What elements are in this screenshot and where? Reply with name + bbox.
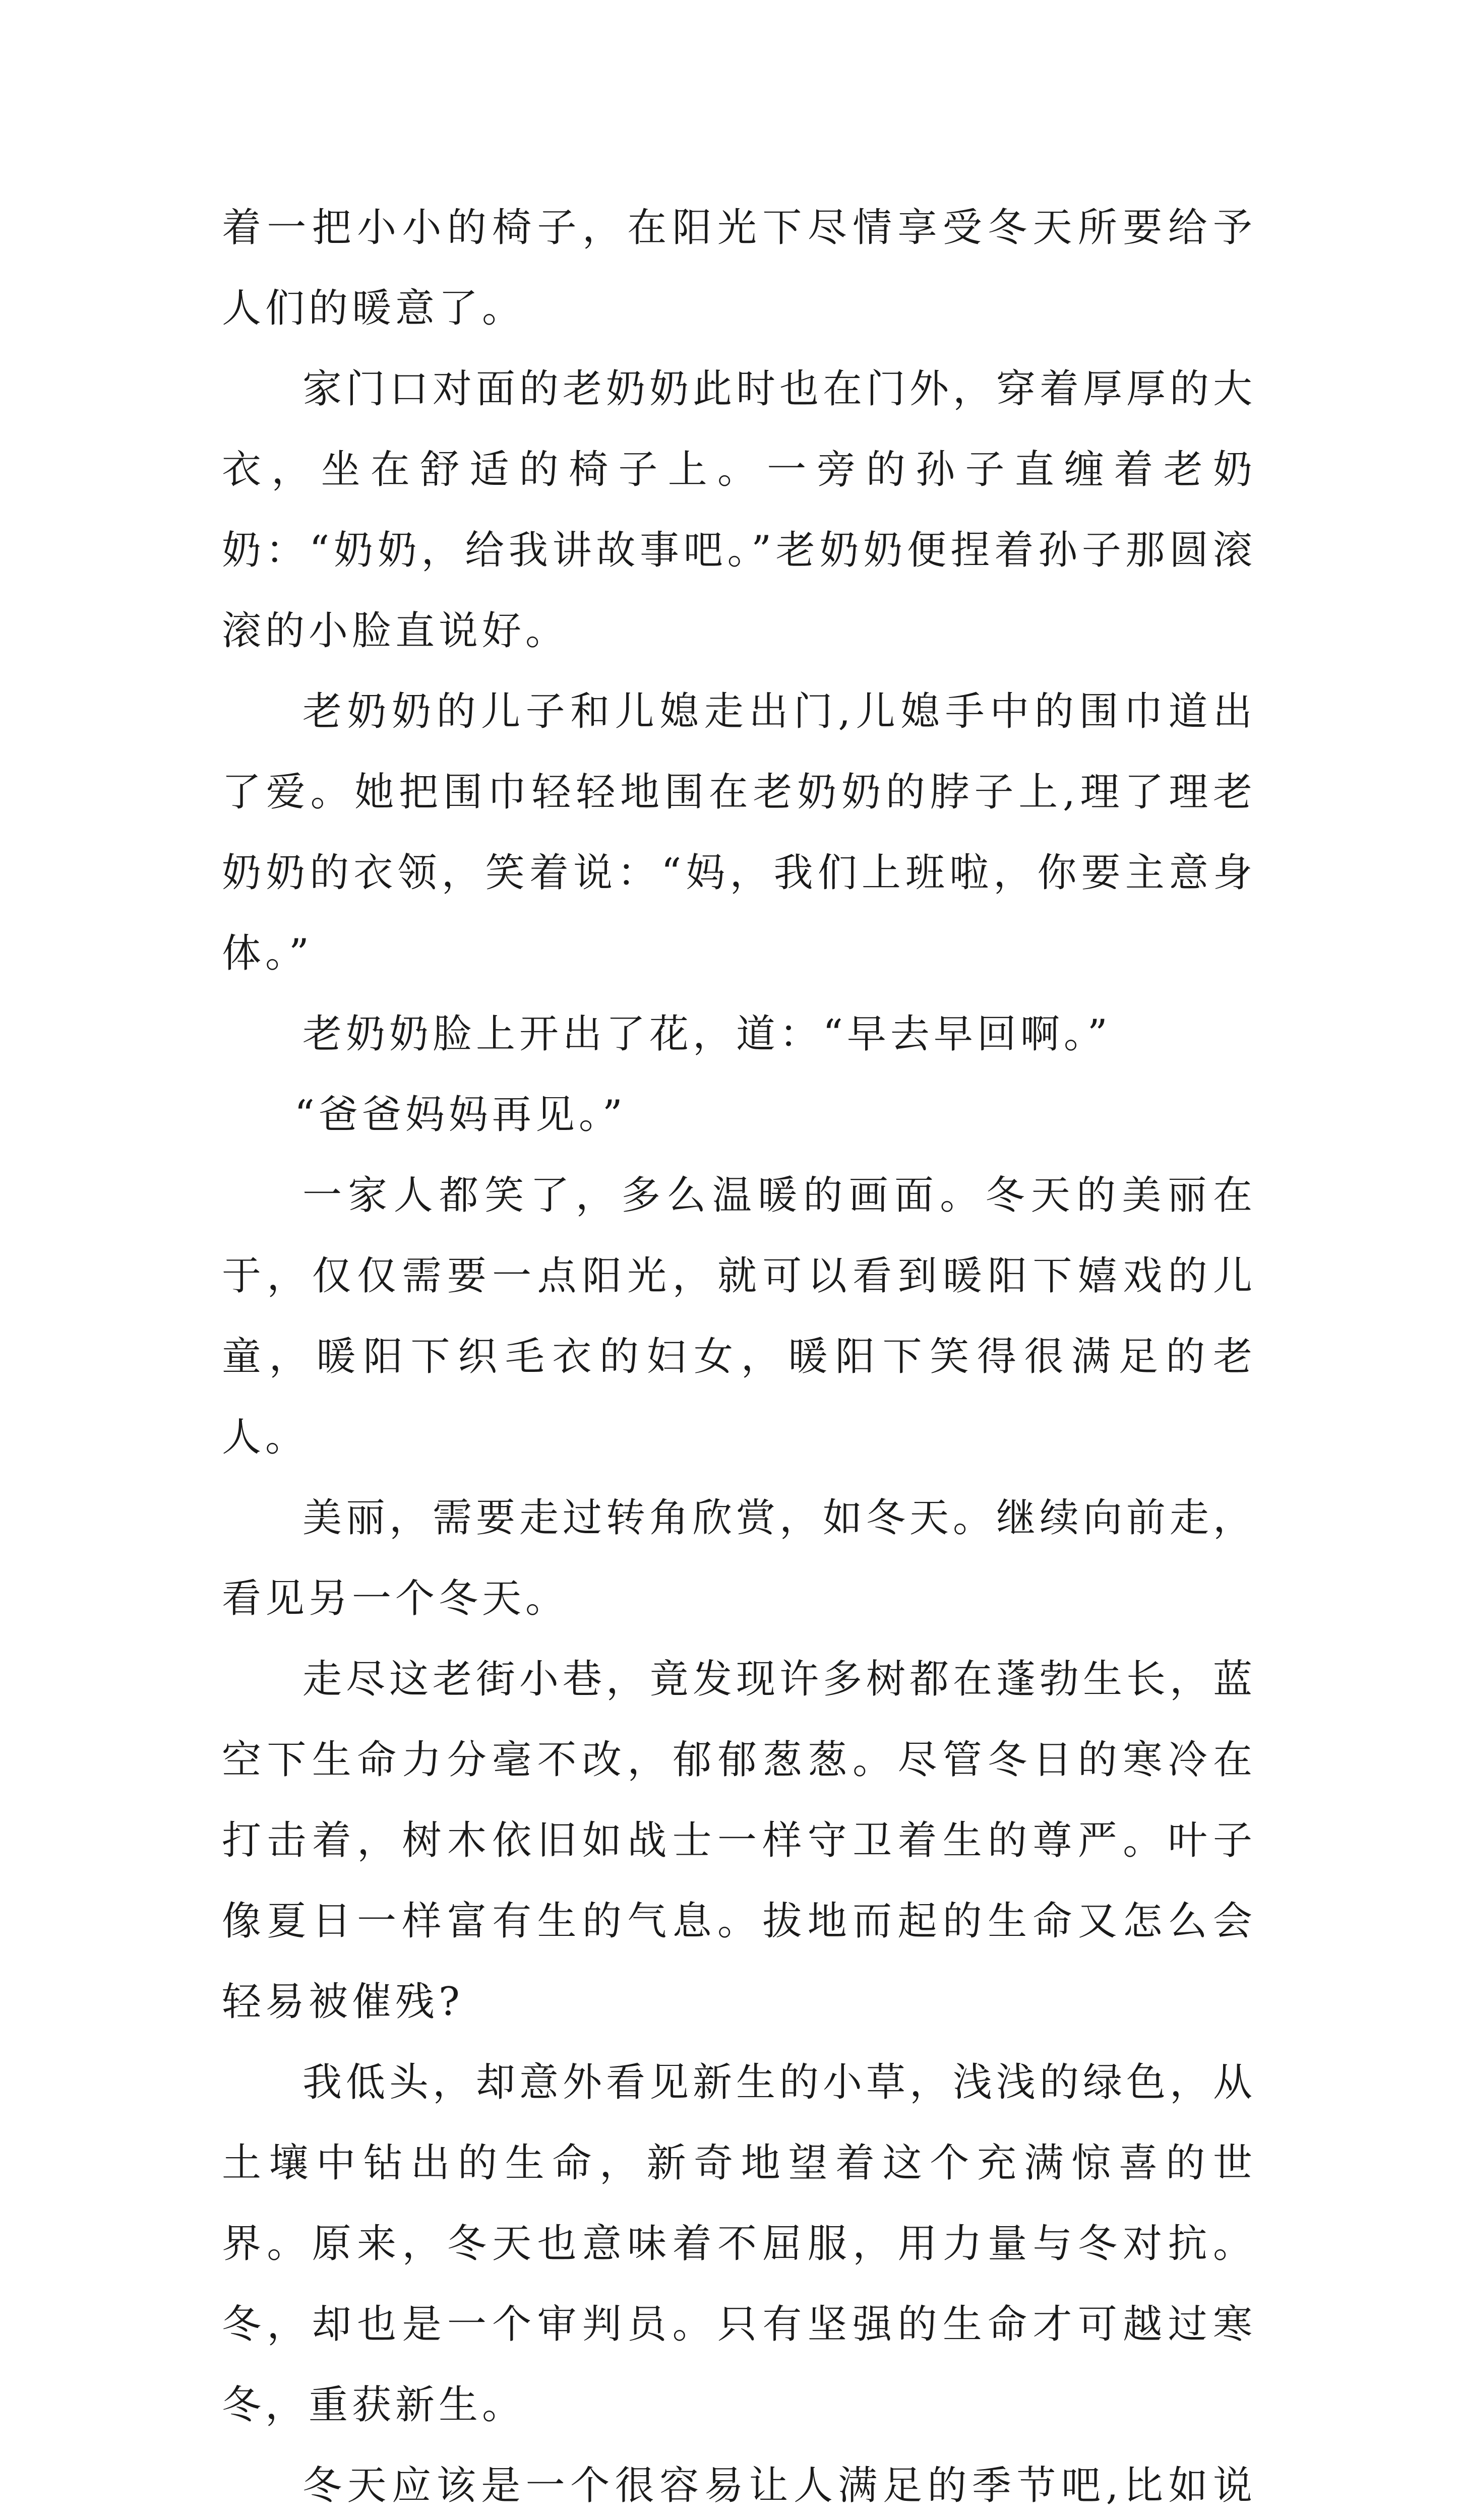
paragraph-5: “爸爸妈妈再见。”: [294, 1092, 627, 1138]
paragraph-7: 美丽，需要走过转角欣赏，如冬天。继续向前走，看见另一个冬天。: [222, 1495, 1257, 1621]
paragraph-9: 我低头，却意外看见新生的小草，浅浅的绿色，从土壤中钻出的生命，新奇地望着这个充满惊喜的世界。原来，冬天也意味着不屈服，用力量与冬对抗。冬，却也是一个审判员。只有坚强的生命才可越过寒冬，重获新生。: [222, 2060, 1257, 2428]
paragraph-4: 老奶奶脸上开出了花，道：“早去早回啊。”: [302, 1012, 1112, 1057]
paragraph-8: 走尽这老街小巷，竟发现许多树都在蓬勃生长，蓝空下生命力分毫不改，郁郁葱葱。尽管冬日的寒冷在打击着，树木依旧如战士一样守卫着生的尊严。叶子像夏日一样富有生的气息。拔地而起的生命又怎么会轻易被催残?: [222, 1657, 1257, 2025]
document-body: [222, 187, 1256, 2520]
paragraph-3: 老奶奶的儿子和儿媳走出门,儿媳手中的围巾道出了爱。她把围巾轻轻地围在老奶奶的脖子上,理了理老奶奶的衣领，笑着说：“妈，我们上班啦，你要主意身体。”: [222, 689, 1256, 976]
paragraph-2: 家门口对面的老奶奶此时也在门外，穿着厚厚的大衣，坐在舒适的椅子上。一旁的孙子直缠着老奶奶：“奶奶，给我讲故事吧。”老奶奶便捏着孙子那圆滚滚的小脸直说好。: [222, 366, 1257, 654]
paragraph-1: 着一把小小的椅子，在阳光下尽情享受冬天所要给予人们的暖意了。: [222, 205, 1256, 331]
paragraph-10: 冬天应该是一个很容易让人满足的季节吧,比如说: [302, 2463, 1256, 2508]
paragraph-6: 一家人都笑了，多么温暖的画面。冬天的美丽在于，仅仅需要一点阳光，就可以看到暖阳下嬉戏的儿童，暖阳下织毛衣的妇女，暖阳下笑得很满足的老人。: [222, 1173, 1256, 1460]
